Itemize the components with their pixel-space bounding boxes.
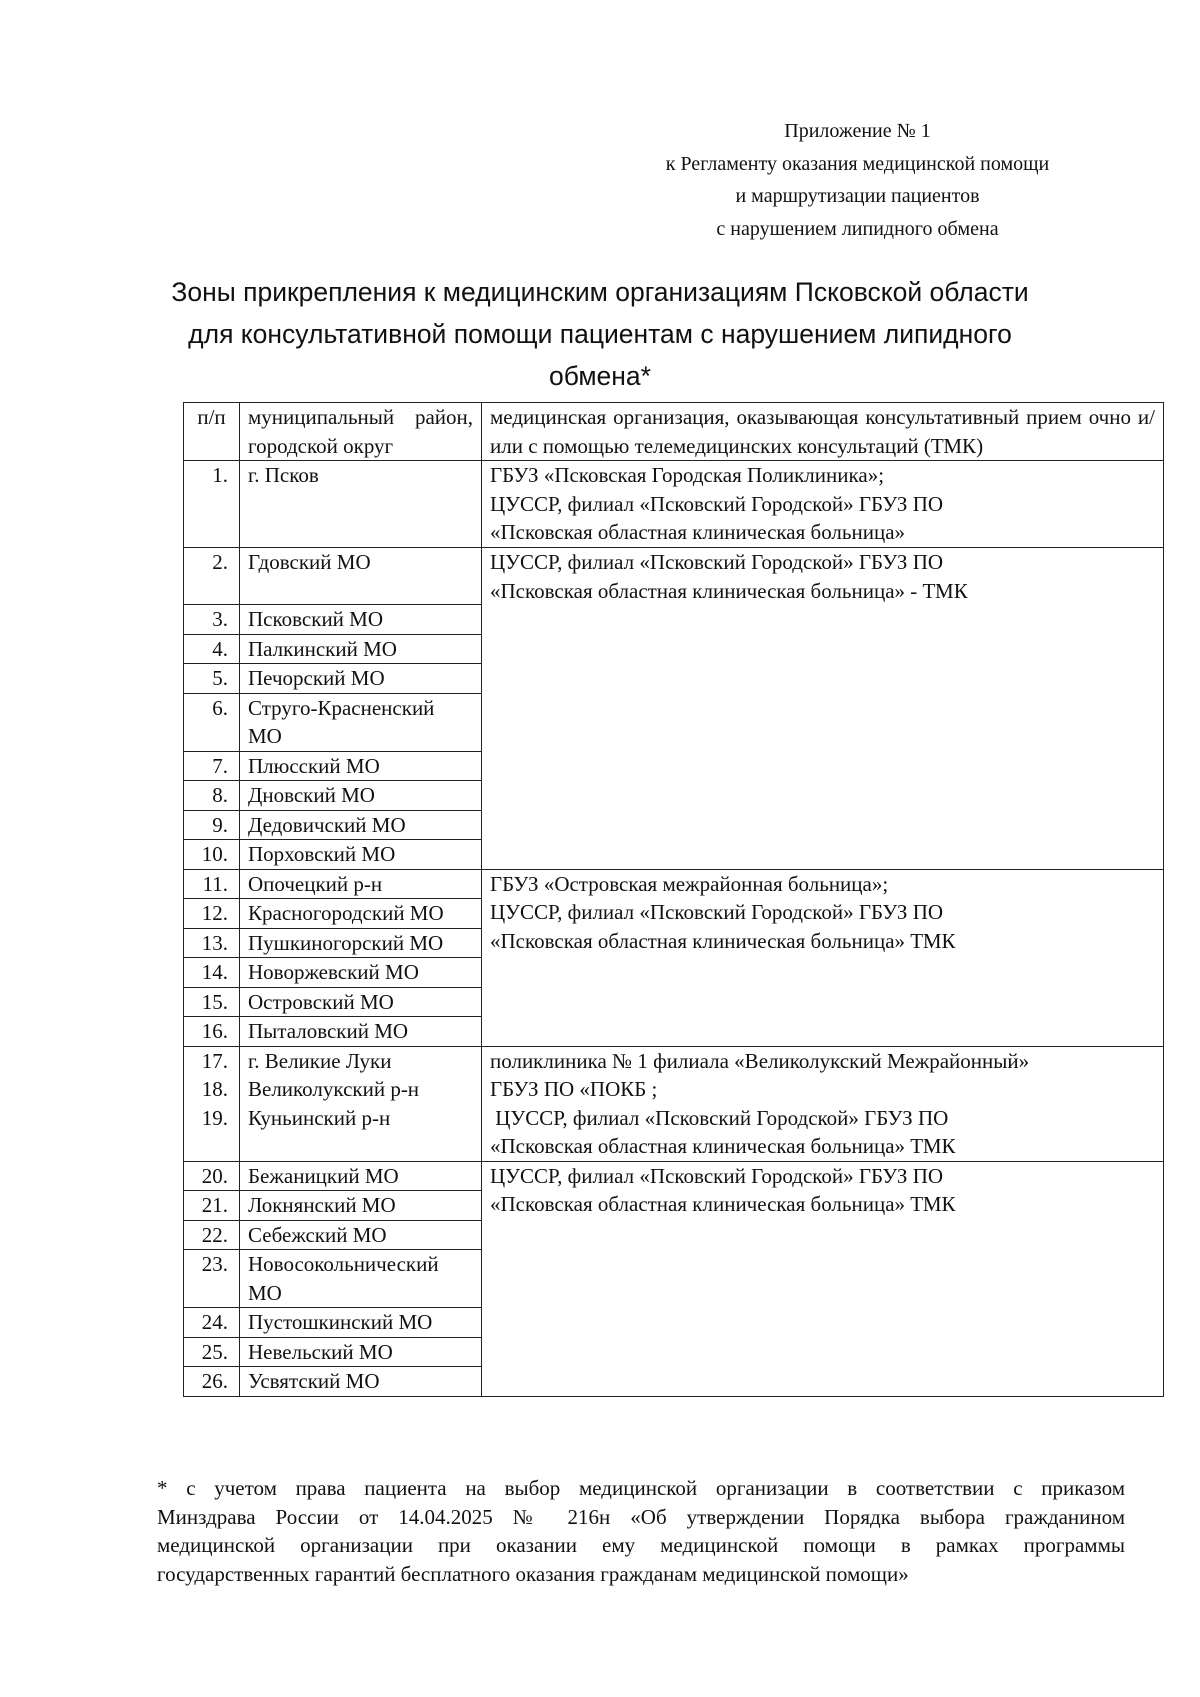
org-line: «Псковская областная клиническая больница» ТМК bbox=[490, 1134, 956, 1158]
row-district: Печорский МО bbox=[240, 664, 482, 694]
row-num: 2. bbox=[184, 548, 240, 605]
row-num: 10. bbox=[184, 840, 240, 870]
header-num: п/п bbox=[184, 403, 240, 461]
row-num: 8. bbox=[184, 781, 240, 811]
row-num: 6. bbox=[184, 693, 240, 751]
row-district: Дедовичский МО bbox=[240, 810, 482, 840]
row-district: Пыталовский МО bbox=[240, 1017, 482, 1047]
row-district: Островский МО bbox=[240, 987, 482, 1017]
title-line: Зоны прикрепления к медицинским организациям Псковской области bbox=[171, 277, 1029, 307]
row-district: Бежаницкий МО bbox=[240, 1161, 482, 1191]
header-org: медицинская организация, оказывающая консультативный прием очно и/или с помощью телемедицинских консультаций (ТМК) bbox=[482, 403, 1164, 461]
table-row bbox=[184, 869, 1164, 899]
title-line: для консультативной помощи пациентам с нарушением липидного bbox=[188, 319, 1012, 349]
org-cell bbox=[482, 548, 1164, 870]
document-title bbox=[150, 271, 1050, 397]
row-district: Плюсский МО bbox=[240, 751, 482, 781]
header-district: муниципальный район, городской округ bbox=[240, 403, 482, 461]
table-row bbox=[184, 1046, 1164, 1075]
row-num: 26. bbox=[184, 1367, 240, 1397]
row-num: 15. bbox=[184, 987, 240, 1017]
org-line: ГБУЗ «Псковская Городская Поликлиника»; bbox=[490, 463, 885, 487]
appendix-header bbox=[600, 115, 1115, 245]
org-line: «Псковская областная клиническая больница» bbox=[490, 520, 906, 544]
row-district: Усвятский МО bbox=[240, 1367, 482, 1397]
row-num: 14. bbox=[184, 958, 240, 988]
org-line: ЦУССР, филиал «Псковский Городской» ГБУЗ ПО bbox=[490, 1105, 949, 1130]
row-district: Пушкиногорский МО bbox=[240, 928, 482, 958]
row-district: Невельский МО bbox=[240, 1337, 482, 1367]
row-district: Себежский МО bbox=[240, 1220, 482, 1250]
org-cell bbox=[482, 1046, 1164, 1161]
row-num: 20. bbox=[184, 1161, 240, 1191]
footnote-line: медицинской организации при оказании ему медицинской помощи в рамках программы bbox=[157, 1533, 1125, 1557]
row-district: г. Псков bbox=[240, 461, 482, 548]
org-cell bbox=[482, 869, 1164, 1046]
title-line: обмена* bbox=[549, 361, 651, 391]
row-district: Опочецкий р-н bbox=[240, 869, 482, 899]
footnote-line: * с учетом права пациента на выбор медицинской организации в соответствии с приказом bbox=[157, 1476, 1125, 1500]
org-line: «Псковская областная клиническая больница» ТМК bbox=[490, 928, 956, 953]
footnote-line: государственных гарантий бесплатного оказания гражданам медицинской помощи» bbox=[157, 1561, 909, 1586]
appendix-line: с нарушением липидного обмена bbox=[716, 217, 999, 240]
row-num: 13. bbox=[184, 928, 240, 958]
row-num: 18. bbox=[184, 1075, 240, 1104]
row-num: 19. bbox=[184, 1104, 240, 1161]
row-district: Гдовский МО bbox=[240, 548, 482, 605]
row-num: 11. bbox=[184, 869, 240, 899]
footnote bbox=[157, 1474, 1125, 1588]
row-district: Красногородский МО bbox=[240, 899, 482, 929]
org-line: «Псковская областная клиническая больница» ТМК bbox=[490, 1192, 956, 1216]
row-num: 22. bbox=[184, 1220, 240, 1250]
org-cell bbox=[482, 461, 1164, 548]
row-num: 16. bbox=[184, 1017, 240, 1047]
row-district: Струго-Красненский МО bbox=[240, 693, 482, 751]
appendix-line: к Регламенту оказания медицинской помощи bbox=[665, 152, 1050, 175]
row-district: Палкинский МО bbox=[240, 634, 482, 664]
row-district: г. Великие Луки bbox=[240, 1046, 482, 1075]
row-district: Пустошкинский МО bbox=[240, 1308, 482, 1338]
org-line: поликлиника № 1 филиала «Великолукский Межрайонный» bbox=[490, 1048, 1030, 1073]
row-district: Великолукский р-н bbox=[240, 1075, 482, 1104]
org-line: ЦУССР, филиал «Псковский Городской» ГБУЗ ПО bbox=[490, 900, 944, 924]
row-district: Новосокольнический МО bbox=[240, 1250, 482, 1308]
org-line: ЦУССР, филиал «Псковский Городской» ГБУЗ ПО bbox=[490, 1163, 944, 1188]
row-district: Куньинский р-н bbox=[240, 1104, 482, 1161]
table-row bbox=[184, 1161, 1164, 1191]
row-district: Порховский МО bbox=[240, 840, 482, 870]
org-line: ГБУЗ ПО «ПОКБ ; bbox=[490, 1077, 658, 1101]
row-num: 3. bbox=[184, 605, 240, 635]
row-district: Псковский МО bbox=[240, 605, 482, 635]
row-num: 12. bbox=[184, 899, 240, 929]
row-district: Дновский МО bbox=[240, 781, 482, 811]
row-num: 21. bbox=[184, 1191, 240, 1221]
row-num: 17. bbox=[184, 1046, 240, 1075]
org-line: ГБУЗ «Островская межрайонная больница»; bbox=[490, 871, 889, 896]
row-num: 5. bbox=[184, 664, 240, 694]
table-row bbox=[184, 548, 1164, 605]
appendix-line: и маршрутизации пациентов bbox=[735, 185, 980, 207]
row-num: 7. bbox=[184, 751, 240, 781]
row-num: 24. bbox=[184, 1308, 240, 1338]
appendix-line: Приложение № 1 bbox=[784, 120, 931, 142]
row-num: 4. bbox=[184, 634, 240, 664]
zones-table bbox=[183, 402, 1164, 1397]
row-num: 25. bbox=[184, 1337, 240, 1367]
footnote-line: Минздрава России от 14.04.2025 № 216н «Об утверждении Порядка выбора гражданином bbox=[157, 1504, 1125, 1529]
row-district: Новоржевский МО bbox=[240, 958, 482, 988]
org-cell bbox=[482, 1161, 1164, 1396]
row-district: Локнянский МО bbox=[240, 1191, 482, 1221]
row-num: 9. bbox=[184, 810, 240, 840]
org-line: ЦУССР, филиал «Псковский Городской» ГБУЗ ПО bbox=[490, 550, 944, 574]
row-num: 1. bbox=[184, 461, 240, 548]
org-line: «Псковская областная клиническая больница» - ТМК bbox=[490, 578, 968, 603]
row-num: 23. bbox=[184, 1250, 240, 1308]
table-row bbox=[184, 461, 1164, 548]
org-line: ЦУССР, филиал «Псковский Городской» ГБУЗ ПО bbox=[490, 491, 944, 516]
table-header-row bbox=[184, 403, 1164, 461]
